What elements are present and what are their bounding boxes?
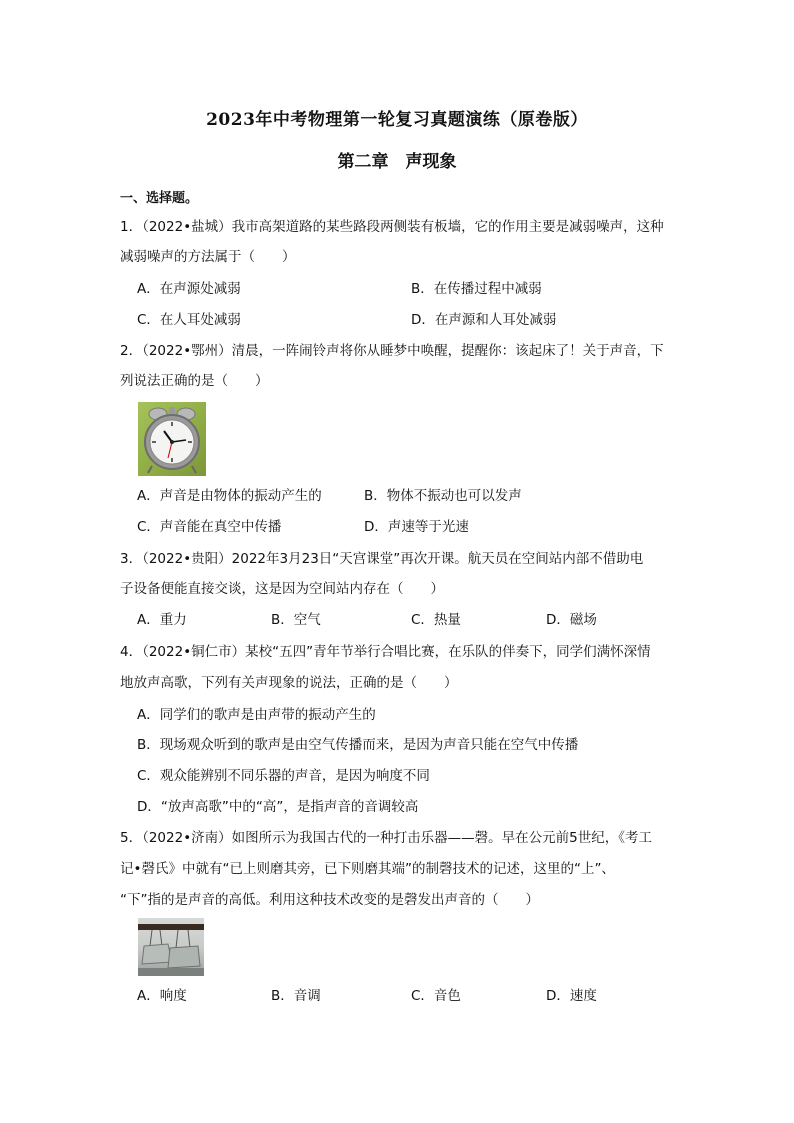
question-5-option-b: B．音调	[271, 988, 321, 1004]
question-5-option-a: A．响度	[137, 988, 187, 1004]
question-2-option-d: D．声速等于光速	[364, 519, 469, 535]
question-5-line-1: 5．（2022•济南）如图所示为我国古代的一种打击乐器——磬。早在公元前5世纪，《考工	[120, 830, 652, 846]
question-3-option-a: A．重力	[137, 612, 187, 628]
chapter-title: 第二章 声现象	[337, 152, 457, 172]
alarm-clock-image	[138, 402, 206, 476]
question-3-option-c: C．热量	[411, 612, 461, 628]
alarm-clock-icon	[138, 402, 206, 476]
question-4-option-b: B．现场观众听到的歌声是由空气传播而来，是因为声音只能在空气中传播	[137, 737, 579, 753]
question-4-option-c: C．观众能辨别不同乐器的声音，是因为响度不同	[137, 768, 430, 784]
question-3-option-d: D．磁场	[546, 612, 597, 628]
question-4-line-1: 4．（2022•铜仁市）某校“五四”青年节举行合唱比赛，在乐队的伴奏下，同学们满怀深情	[120, 644, 651, 660]
question-3-option-b: B．空气	[271, 612, 321, 628]
section-heading: 一、选择题。	[120, 191, 199, 206]
question-1-option-c: C．在人耳处减弱	[137, 312, 241, 328]
document-title: 2023年中考物理第一轮复习真题演练（原卷版）	[206, 110, 588, 130]
question-2-option-c: C．声音能在真空中传播	[137, 519, 282, 535]
question-1-line-1: 1．（2022•盐城）我市高架道路的某些路段两侧装有板墙，它的作用主要是减弱噪声，这种	[120, 219, 664, 235]
question-5-line-3: “下”指的是声音的高低。利用这种技术改变的是磬发出声音的（ ）	[120, 892, 539, 908]
question-5-line-2: 记•磬氏》中就有“已上则磨其旁，已下则磨其端”的制磬技术的记述，这里的“上”、	[120, 861, 615, 877]
question-2-line-1: 2．（2022•鄂州）清晨，一阵闹铃声将你从睡梦中唤醒，提醒你：该起床了！关于声音，下	[120, 343, 664, 359]
question-2-line-2: 列说法正确的是（ ）	[120, 373, 269, 389]
question-5-option-d: D．速度	[546, 988, 597, 1004]
chime-stone-image	[138, 918, 204, 976]
question-3-line-2: 子设备便能直接交谈，这是因为空间站内存在（ ）	[120, 581, 444, 597]
question-1-option-a: A．在声源处减弱	[137, 281, 241, 297]
question-4-option-d: D．“放声高歌”中的“高”，是指声音的音调较高	[137, 799, 419, 815]
question-2-option-a: A．声音是由物体的振动产生的	[137, 488, 322, 504]
question-4-option-a: A．同学们的歌声是由声带的振动产生的	[137, 707, 376, 723]
question-2-option-b: B．物体不振动也可以发声	[364, 488, 522, 504]
question-5-option-c: C．音色	[411, 988, 461, 1004]
question-3-line-1: 3．（2022•贵阳）2022年3月23日“天宫课堂”再次开课。航天员在空间站内部不借助电	[120, 551, 644, 567]
question-1-line-2: 减弱噪声的方法属于（ ）	[120, 249, 296, 265]
chime-stone-icon	[138, 918, 204, 976]
question-4-line-2: 地放声高歌，下列有关声现象的说法，正确的是（ ）	[120, 675, 458, 691]
question-1-option-d: D．在声源和人耳处减弱	[411, 312, 557, 328]
question-1-option-b: B．在传播过程中减弱	[411, 281, 542, 297]
